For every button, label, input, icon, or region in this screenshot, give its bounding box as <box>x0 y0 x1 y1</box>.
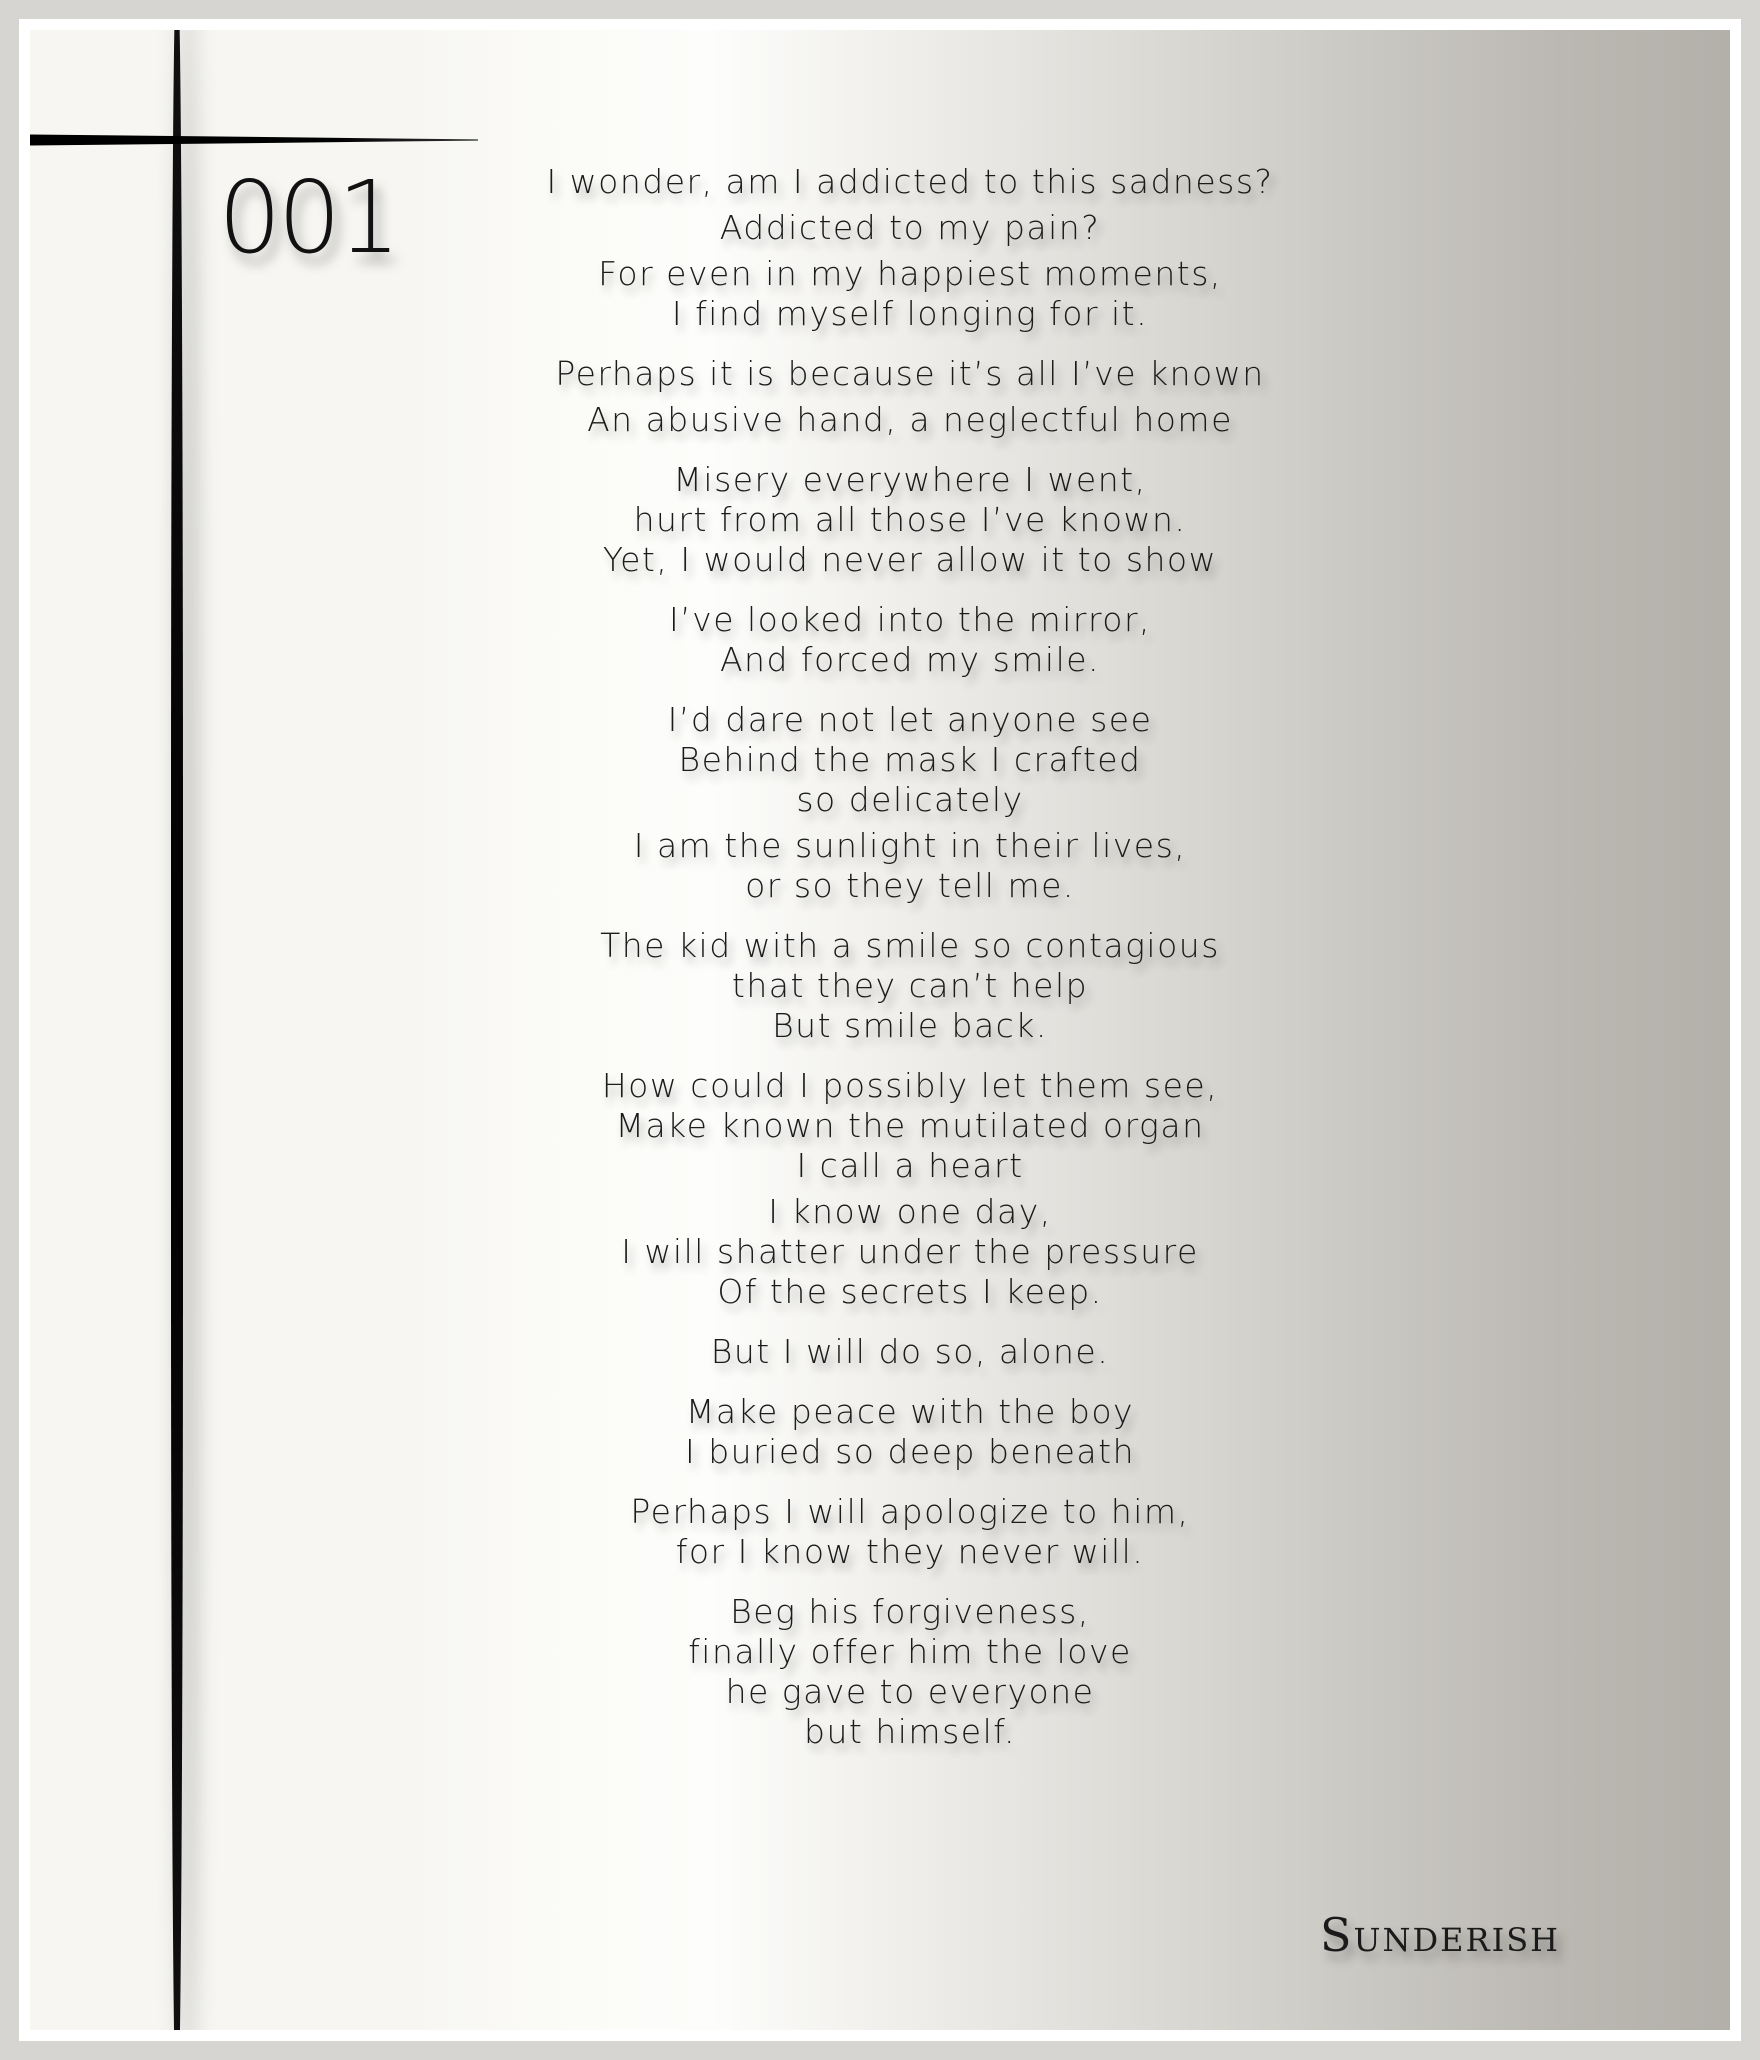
stanza <box>470 600 1350 680</box>
poem-line: I wonder, am I addicted to this sadness? <box>546 162 1274 201</box>
poem-line: he gave to everyone <box>725 1672 1095 1711</box>
poem-number: 001 <box>218 159 397 276</box>
stanza <box>470 400 1350 440</box>
poem-line: I’ve looked into the mirror, <box>668 600 1152 639</box>
poem-line: Misery everywhere I went, <box>673 460 1147 499</box>
stanza <box>470 208 1350 248</box>
stanza <box>470 1066 1350 1186</box>
stanza <box>470 1592 1350 1752</box>
stanza <box>470 700 1350 820</box>
poem-line: I buried so deep beneath <box>685 1432 1135 1471</box>
stanza <box>470 1392 1350 1472</box>
poem-body <box>470 162 1350 1752</box>
poem-line: so delicately <box>796 780 1024 819</box>
poem-line: An abusive hand, a neglectful home <box>587 400 1233 439</box>
stanza <box>470 354 1350 394</box>
poem-line: I am the sunlight in their lives, <box>633 826 1187 865</box>
poem-line: Make peace with the boy <box>685 1392 1135 1431</box>
poem-line: for I know they never will. <box>675 1532 1145 1571</box>
stanza <box>470 254 1350 334</box>
poem-line: But I will do so, alone. <box>710 1332 1110 1371</box>
horizontal-brush-stroke <box>30 134 478 146</box>
poem-line: Make known the mutilated organ <box>615 1106 1205 1145</box>
poem-line: Behind the mask I crafted <box>678 740 1142 779</box>
poem-line: I find myself longing for it. <box>671 294 1149 333</box>
poem-line: I’d dare not let anyone see <box>667 700 1153 739</box>
poem-line: Beg his forgiveness, <box>730 1592 1090 1631</box>
stanza <box>470 1192 1350 1312</box>
poem-line: And forced my smile. <box>719 640 1101 679</box>
poem-line: Addicted to my pain? <box>719 208 1101 247</box>
stanza <box>470 1492 1350 1572</box>
poem-line: How could I possibly let them see, <box>601 1066 1219 1105</box>
poem-line: finally offer him the love <box>688 1632 1132 1671</box>
poem-line: Of the secrets I keep. <box>717 1272 1103 1311</box>
poem-line: I know one day, <box>768 1192 1052 1231</box>
stanza <box>470 162 1350 202</box>
poem-line: Perhaps it is because it’s all I’ve known <box>555 354 1265 393</box>
poem-line: I will shatter under the pressure <box>621 1232 1199 1271</box>
poem-line: that they can’t help <box>731 966 1089 1005</box>
stanza <box>470 460 1350 580</box>
poem-line: but himself. <box>804 1712 1016 1751</box>
stanza <box>470 926 1350 1046</box>
poem-line: hurt from all those I’ve known. <box>633 500 1187 539</box>
poem-page <box>30 30 1730 2030</box>
poem-line: or so they tell me. <box>745 866 1075 905</box>
poem-line: But smile back. <box>772 1006 1048 1045</box>
author-signature: Sunderish <box>1320 1908 1561 1962</box>
poem-line: Yet, I would never allow it to show <box>602 540 1218 579</box>
poem-line: For even in my happiest moments, <box>598 254 1222 293</box>
poem-line: Perhaps I will apologize to him, <box>630 1492 1190 1531</box>
poem-line: I call a heart <box>796 1146 1024 1185</box>
stanza <box>470 1332 1350 1372</box>
stanza <box>470 826 1350 906</box>
poem-line: The kid with a smile so contagious <box>600 926 1220 965</box>
